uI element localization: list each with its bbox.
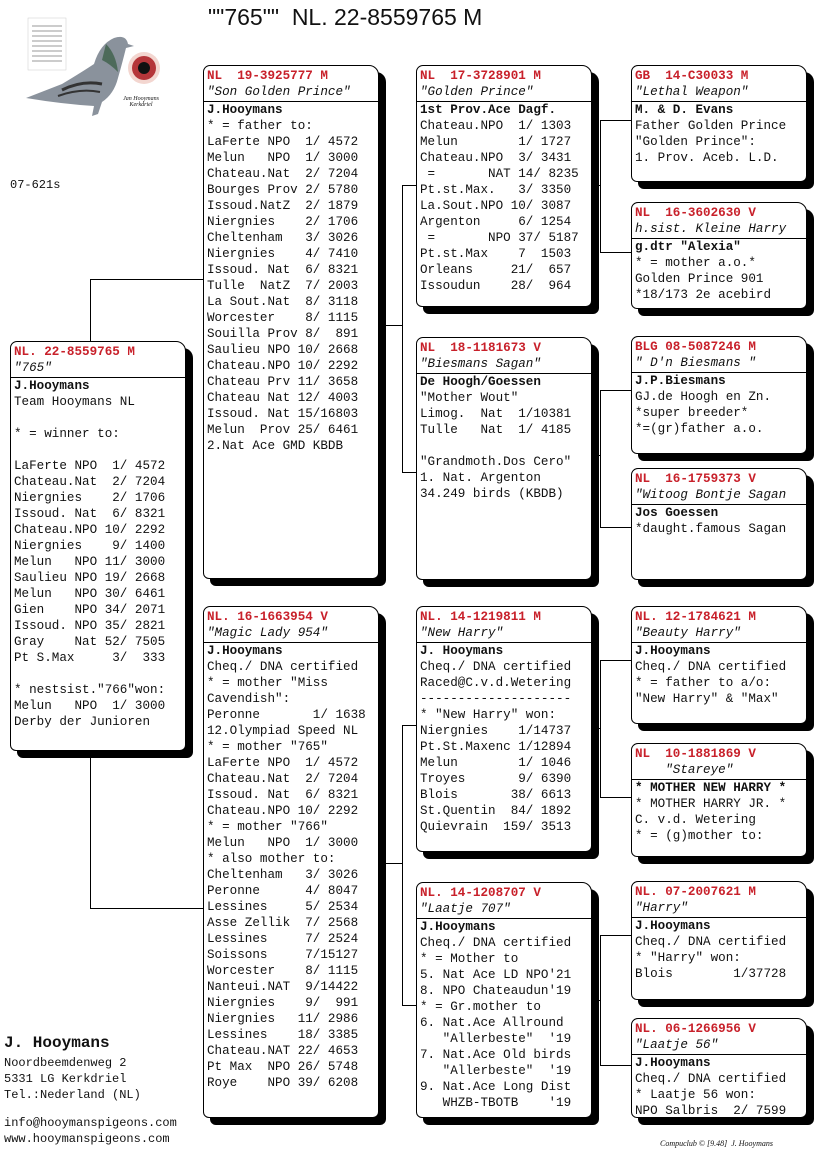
breeder-line: M. & D. Evans xyxy=(635,103,734,117)
breeder-line: J.Hooymans xyxy=(635,919,711,933)
dam-sire-card xyxy=(416,606,592,852)
result-line: *super breeder* xyxy=(635,406,749,420)
result-line: "Mother Wout" xyxy=(420,391,519,405)
result-line: Soissons 7/15127 xyxy=(207,948,359,962)
result-line: Chateau Prv 11/ 3658 xyxy=(207,375,359,389)
connector-line xyxy=(600,797,631,798)
result-line: Melun NPO 11/ 3000 xyxy=(14,555,166,569)
ggparent-card xyxy=(631,336,807,454)
pigeon-name: h.sist. Kleine Harry xyxy=(632,221,806,239)
result-line: La.Sout.NPO 10/ 3087 xyxy=(420,199,572,213)
result-line: Issoud. Nat 6/ 8321 xyxy=(207,263,359,277)
result-line: Melun NPO 1/ 3000 xyxy=(207,836,359,850)
result-line: Blois 38/ 6613 xyxy=(420,788,572,802)
connector-line xyxy=(600,252,631,253)
result-line: -------------------- xyxy=(420,692,572,706)
breeder-line: J.Hooymans xyxy=(635,644,711,658)
pigeon-name: "Son Golden Prince" xyxy=(204,84,378,102)
pigeon-name: "New Harry" xyxy=(417,625,591,643)
result-line: Chateau.Nat 2/ 7204 xyxy=(207,167,359,181)
ring-number: NL 19-3925777 M xyxy=(207,69,328,83)
result-line: * = mother "765" xyxy=(207,740,328,754)
result-line: Melun NPO 30/ 6461 xyxy=(14,587,166,601)
result-line: Gien NPO 34/ 2071 xyxy=(14,603,166,617)
connector-line xyxy=(90,756,91,908)
result-line: Niergnies 9/ 991 xyxy=(207,996,359,1010)
result-line: Pt.St.Maxenc 1/12894 xyxy=(420,740,572,754)
result-line: Niergnies 11/ 2986 xyxy=(207,1012,359,1026)
result-line: Cavendish": xyxy=(207,692,291,706)
result-line: Issoud. NPO 35/ 2821 xyxy=(14,619,166,633)
result-line: = NAT 14/ 8235 xyxy=(420,167,579,181)
result-line: Souilla Prov 8/ 891 xyxy=(207,327,359,341)
ring-number: NL. 22-8559765 M xyxy=(14,345,135,359)
result-line: LaFerte NPO 1/ 4572 xyxy=(207,756,359,770)
breeder-line: Jos Goessen xyxy=(635,506,719,520)
result-line: * Laatje 56 won: xyxy=(635,1088,756,1102)
ring-number: NL. 06-1266956 V xyxy=(635,1022,756,1036)
logo-caption: Jan Hooymans Kerkdriel xyxy=(123,96,159,108)
connector-line xyxy=(600,1065,631,1066)
result-line: *daught.famous Sagan xyxy=(635,522,787,536)
connector-line xyxy=(402,472,416,473)
result-line: Derby der Junioren xyxy=(14,715,151,729)
result-line: "Allerbeste" '19 xyxy=(420,1064,572,1078)
connector-line xyxy=(600,120,631,121)
result-line xyxy=(417,438,591,454)
result-line: Pt.st.Max 7 1503 xyxy=(420,247,572,261)
ring-number: NL. 12-1784621 M xyxy=(635,610,756,624)
result-line: 2.Nat Ace GMD KBDB xyxy=(207,439,344,453)
result-line: Orleans 21/ 657 xyxy=(420,263,572,277)
ggparent-card xyxy=(631,65,807,182)
result-line: Chateau.NAT 22/ 4653 xyxy=(207,1044,359,1058)
result-line: Quievrain 159/ 3513 xyxy=(420,820,572,834)
result-line: Tulle NatZ 7/ 2003 xyxy=(207,279,359,293)
ring-number: NL. 14-1219811 M xyxy=(420,610,541,624)
result-line: 6. Nat.Ace Allround xyxy=(420,1016,564,1030)
connector-line xyxy=(385,325,402,326)
breeder-line: J.Hooymans xyxy=(207,644,283,658)
ggparent-card xyxy=(631,468,807,580)
pigeon-name: "Magic Lady 954" xyxy=(204,625,378,643)
result-line: Peronne 4/ 8047 xyxy=(207,884,359,898)
ggparent-card xyxy=(631,202,807,309)
result-line: Father Golden Prince xyxy=(635,119,787,133)
result-line: Blois 1/37728 xyxy=(635,967,787,981)
result-line: Saulieu NPO 10/ 2668 xyxy=(207,343,359,357)
result-line: * = father to: xyxy=(207,119,313,133)
pigeon-name: "Laatje 707" xyxy=(417,901,591,919)
connector-line xyxy=(600,527,631,528)
owner-website-link[interactable]: www.hooymanspigeons.com xyxy=(4,1132,170,1146)
result-line: Tulle Nat 1/ 4185 xyxy=(420,423,572,437)
connector-line xyxy=(402,185,416,186)
result-line: Niergnies 1/14737 xyxy=(420,724,572,738)
result-line: Troyes 9/ 6390 xyxy=(420,772,572,786)
connector-line xyxy=(600,660,631,661)
result-line: NPO Salbris 2/ 7599 xyxy=(635,1104,787,1118)
sire-card xyxy=(203,65,379,579)
pigeon-name: "Lethal Weapon" xyxy=(632,84,806,102)
result-line: "Golden Prince": xyxy=(635,135,756,149)
pigeon-name: "Beauty Harry" xyxy=(632,625,806,643)
result-line: Cheq./ DNA certified xyxy=(420,936,572,950)
result-line: C. v.d. Wetering xyxy=(635,813,756,827)
result-line: "New Harry" & "Max" xyxy=(635,692,779,706)
result-line: Chateau.Nat 2/ 7204 xyxy=(14,475,166,489)
result-line: * MOTHER HARRY JR. * xyxy=(635,797,787,811)
result-line: Melun Prov 25/ 6461 xyxy=(207,423,359,437)
result-line: Chateau.NPO 10/ 2292 xyxy=(207,359,359,373)
ring-number: NL 10-1881869 V xyxy=(635,747,756,761)
result-line: Pt.st.Max. 3/ 3350 xyxy=(420,183,572,197)
result-line: *18/173 2e acebird xyxy=(635,288,772,302)
result-line: Lessines 5/ 2534 xyxy=(207,900,359,914)
result-line: "Grandmoth.Dos Cero" xyxy=(420,455,572,469)
result-line: Cheltenham 3/ 3026 xyxy=(207,231,359,245)
result-line: Chateau.Nat 2/ 7204 xyxy=(207,772,359,786)
dam-card xyxy=(203,606,379,1118)
breeder-line: * MOTHER NEW HARRY * xyxy=(635,781,787,795)
breeder-line: De Hoogh/Goessen xyxy=(420,375,541,389)
result-line: Pt Max NPO 26/ 5748 xyxy=(207,1060,359,1074)
result-line: Issoud. Nat 6/ 8321 xyxy=(207,788,359,802)
result-line: Chateau.NPO 1/ 1303 xyxy=(420,119,572,133)
result-line: * = Gr.mother to xyxy=(420,1000,541,1014)
result-line: * "New Harry" won: xyxy=(420,708,557,722)
pigeon-name: " D'n Biesmans " xyxy=(632,355,806,373)
result-line: 1. Nat. Argenton xyxy=(420,471,541,485)
result-line: * = (g)mother to: xyxy=(635,829,764,843)
result-line: Issoud.NatZ 2/ 1879 xyxy=(207,199,359,213)
connector-line xyxy=(402,725,403,1005)
ring-number: NL 16-1759373 V xyxy=(635,472,756,486)
connector-line xyxy=(90,279,91,341)
breeder-line: J.Hooymans xyxy=(420,920,496,934)
result-line: Niergnies 4/ 7410 xyxy=(207,247,359,261)
result-line: Team Hooymans NL xyxy=(14,395,135,409)
result-line: Raced@C.v.d.Wetering xyxy=(420,676,572,690)
result-line: Cheq./ DNA certified xyxy=(635,660,787,674)
result-line: La Sout.Nat 8/ 3118 xyxy=(207,295,359,309)
sire-sire-card xyxy=(416,65,592,307)
page-title: ""765"" NL. 22-8559765 M xyxy=(208,4,483,30)
breeder-line: 1st Prov.Ace Dagf. xyxy=(420,103,557,117)
result-line: * nestsist."766"won: xyxy=(14,683,166,697)
result-line: * = mother "Miss xyxy=(207,676,328,690)
connector-line xyxy=(402,725,416,726)
ggparent-card xyxy=(631,881,807,1000)
result-line: Chateau Nat 12/ 4003 xyxy=(207,391,359,405)
result-line: Bourges Prov 2/ 5780 xyxy=(207,183,359,197)
connector-line xyxy=(600,935,631,936)
owner-phone: Tel.:Nederland (NL) xyxy=(4,1088,141,1102)
result-line: Cheq./ DNA certified xyxy=(420,660,572,674)
connector-line xyxy=(600,120,601,252)
result-line: * = mother a.o.* xyxy=(635,256,756,270)
result-line: 8. NPO Chateaudun'19 xyxy=(420,984,572,998)
pigeon-name: "765" xyxy=(11,360,185,378)
result-line: *=(gr)father a.o. xyxy=(635,422,764,436)
pigeon-name: "Witoog Bontje Sagan xyxy=(632,487,806,505)
result-line: Chateau.NPO 10/ 2292 xyxy=(14,523,166,537)
result-line: Chateau.NPO 10/ 2292 xyxy=(207,804,359,818)
result-line: 34.249 birds (KBDB) xyxy=(420,487,564,501)
result-line: Argenton 6/ 1254 xyxy=(420,215,572,229)
result-line: Cheq./ DNA certified xyxy=(207,660,359,674)
result-line: Pt S.Max 3/ 333 xyxy=(14,651,166,665)
result-line: WHZB-TBOTB '19 xyxy=(420,1096,572,1110)
pedigree-code: 07-621s xyxy=(10,178,61,192)
connector-line xyxy=(402,1005,416,1006)
breeder-line: J. Hooymans xyxy=(420,644,504,658)
result-line: St.Quentin 84/ 1892 xyxy=(420,804,572,818)
result-line: Cheq./ DNA certified xyxy=(635,935,787,949)
result-line: LaFerte NPO 1/ 4572 xyxy=(207,135,359,149)
result-line: "Allerbeste" '19 xyxy=(420,1032,572,1046)
result-line: Cheq./ DNA certified xyxy=(635,1072,787,1086)
ggparent-card xyxy=(631,743,807,857)
result-line: * = winner to: xyxy=(14,427,120,441)
owner-name: J. Hooymans xyxy=(4,1034,110,1052)
owner-info xyxy=(4,1035,177,1147)
ring-number: NL. 16-1663954 V xyxy=(207,610,328,624)
result-line: * = father to a/o: xyxy=(635,676,772,690)
result-line: * = mother "766" xyxy=(207,820,328,834)
result-line: GJ.de Hoogh en Zn. xyxy=(635,390,772,404)
result-line: * also mother to: xyxy=(207,852,336,866)
owner-street: Noordbeemdenweg 2 xyxy=(4,1056,127,1070)
result-line: 1. Prov. Aceb. L.D. xyxy=(635,151,779,165)
result-line: 9. Nat.Ace Long Dist xyxy=(420,1080,572,1094)
connector-line xyxy=(385,863,402,864)
result-line: Lessines 7/ 2524 xyxy=(207,932,359,946)
result-line: Issoud. Nat 6/ 8321 xyxy=(14,507,166,521)
result-line: Gray Nat 52/ 7505 xyxy=(14,635,166,649)
result-line: Issoudun 28/ 964 xyxy=(420,279,572,293)
result-line: 7. Nat.Ace Old birds xyxy=(420,1048,572,1062)
ring-number: NL 16-3602630 V xyxy=(635,206,756,220)
ring-number: GB 14-C30033 M xyxy=(635,69,749,83)
result-line: 12.Olympiad Speed NL xyxy=(207,724,359,738)
connector-line xyxy=(600,390,601,527)
ggparent-card xyxy=(631,606,807,724)
result-line xyxy=(11,410,185,426)
sire-dam-card xyxy=(416,337,592,580)
result-line: Worcester 8/ 1115 xyxy=(207,964,359,978)
pigeon-name: "Stareye" xyxy=(632,762,806,780)
ring-number: NL 18-1181673 V xyxy=(420,341,541,355)
software-credit: Compuclub © [9.48] J. Hooymans xyxy=(660,1139,773,1148)
connector-line xyxy=(402,185,403,472)
owner-email-link[interactable]: info@hooymanspigeons.com xyxy=(4,1116,177,1130)
result-line: * "Harry" won: xyxy=(635,951,741,965)
breeder-line: J.Hooymans xyxy=(14,379,90,393)
result-line: Melun NPO 1/ 3000 xyxy=(14,699,166,713)
ring-number: NL 17-3728901 M xyxy=(420,69,541,83)
ggparent-card xyxy=(631,1018,807,1118)
result-line: Melun NPO 1/ 3000 xyxy=(207,151,359,165)
result-line: 5. Nat Ace LD NPO'21 xyxy=(420,968,572,982)
result-line xyxy=(11,442,185,458)
result-line: Melun 1/ 1046 xyxy=(420,756,572,770)
result-line: Peronne 1/ 1638 xyxy=(207,708,366,722)
result-line: Lessines 18/ 3385 xyxy=(207,1028,359,1042)
result-line: Roye NPO 39/ 6208 xyxy=(207,1076,359,1090)
result-line xyxy=(11,666,185,682)
connector-line xyxy=(90,908,203,909)
pigeon-name: "Harry" xyxy=(632,900,806,918)
owner-city: 5331 LG Kerkdriel xyxy=(4,1072,127,1086)
result-line: * = Mother to xyxy=(420,952,519,966)
ring-number: BLG 08-5087246 M xyxy=(635,340,756,354)
result-line: Cheltenham 3/ 3026 xyxy=(207,868,359,882)
breeder-line: J.Hooymans xyxy=(207,103,283,117)
result-line: Chateau.NPO 3/ 3431 xyxy=(420,151,572,165)
connector-line xyxy=(90,279,203,280)
breeder-line: J.P.Biesmans xyxy=(635,374,726,388)
dam-dam-card xyxy=(416,882,592,1118)
ring-number: NL. 14-1208707 V xyxy=(420,886,541,900)
result-line: Niergnies 2/ 1706 xyxy=(14,491,166,505)
pigeon-name: "Laatje 56" xyxy=(632,1037,806,1055)
result-line: Issoud. Nat 15/16803 xyxy=(207,407,359,421)
connector-line xyxy=(600,660,601,797)
result-line: Limog. Nat 1/10381 xyxy=(420,407,572,421)
result-line: LaFerte NPO 1/ 4572 xyxy=(14,459,166,473)
result-line: Golden Prince 901 xyxy=(635,272,764,286)
result-line: = NPO 37/ 5187 xyxy=(420,231,579,245)
result-line: Worcester 8/ 1115 xyxy=(207,311,359,325)
pigeon-name: "Golden Prince" xyxy=(417,84,591,102)
subject-pigeon-card xyxy=(10,341,186,751)
result-line: Niergnies 2/ 1706 xyxy=(207,215,359,229)
connector-line xyxy=(600,390,631,391)
connector-line xyxy=(600,935,601,1065)
breeder-line: g.dtr "Alexia" xyxy=(635,240,741,254)
result-line: Saulieu NPO 19/ 2668 xyxy=(14,571,166,585)
breeder-line: J.Hooymans xyxy=(635,1056,711,1070)
ring-number: NL. 07-2007621 M xyxy=(635,885,756,899)
result-line: Asse Zellik 7/ 2568 xyxy=(207,916,359,930)
result-line: Melun 1/ 1727 xyxy=(420,135,572,149)
pigeon-name: "Biesmans Sagan" xyxy=(417,356,591,374)
result-line: Nanteui.NAT 9/14422 xyxy=(207,980,359,994)
result-line: Niergnies 9/ 1400 xyxy=(14,539,166,553)
